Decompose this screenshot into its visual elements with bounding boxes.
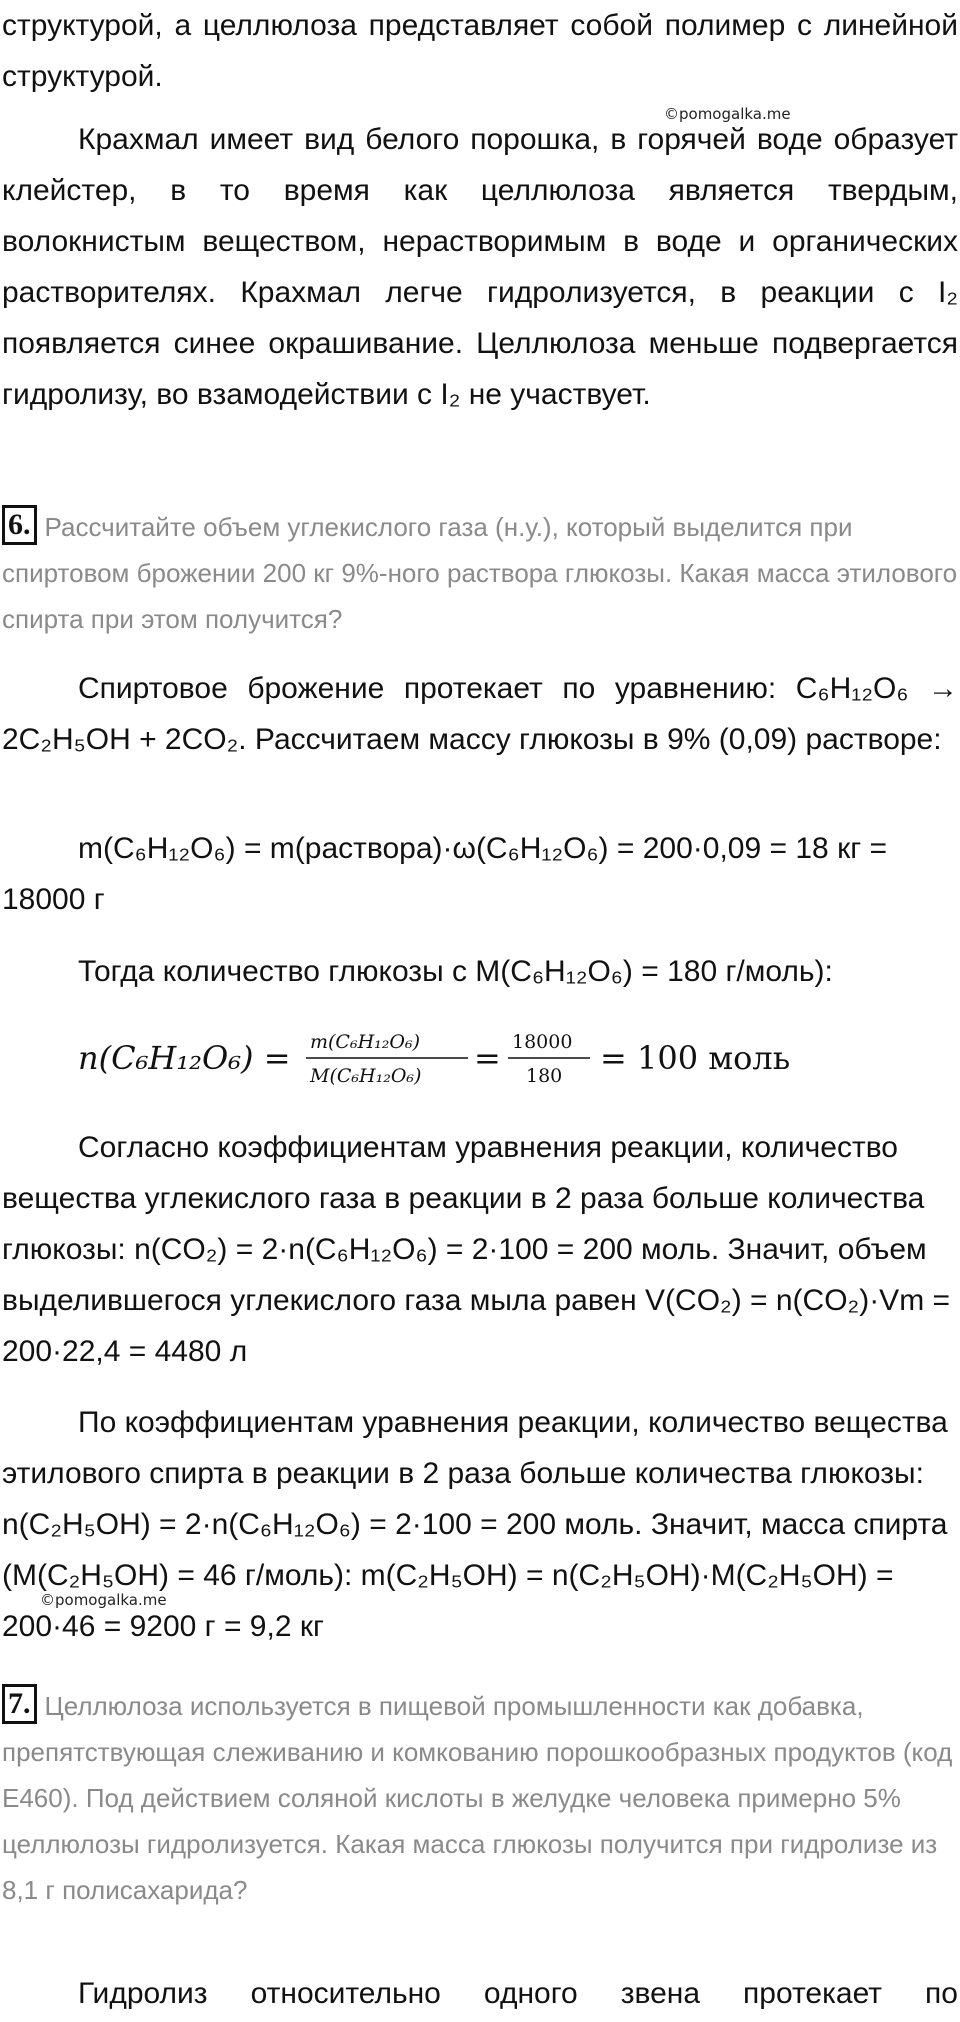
solution-6-co2: Согласно коэффициентам уравнения реакции, количество вещества углекислого газа в реакции в 2 раза больше количества глюкозы: n(CO₂) = 2·n(C₆H₁₂O₆) = 2·100 = 200 моль. Значит, объем выделившегося углекислого газа мыла равен V(CO₂) = n(CO₂)·Vm = 200·22,4 = 4480 л [2,1131,951,1368]
solution-6-ethanol: По коэффициентам уравнения реакции, количество вещества этилового спирта в реакции в 2 раза больше количества глюкозы: n(C₂H₅OH) = 2·n(C₆H₁₂O₆) = 2·100 = 200 моль. Значит, масса спирта (M(C₂H₅OH) = 46 г/моль): m(C₂H₅OH) = n(C₂H₅OH)·M(C₂H₅OH) = 200·46 = 9200 г = 9,2 кг [2,1406,948,1643]
paragraph-cellulose-structure: структурой, а целлюлоза представляет собой полимер с линейной структурой. [2,9,958,93]
formula-lhs: n(C₆H₁₂O₆) = [78,1039,291,1077]
watermark-top: ©pomogalka.me [664,105,791,123]
task-7-number: 7. [2,1684,37,1724]
task-6-question-text: Рассчитайте объем углекислого газа (н.у.), который выделится при спиртовом брожении 200 кг 9%-ного раствора глюкозы. Какая масса этилового спирта при этом получится? [2,512,958,634]
solution-6-equation: Спиртовое брожение протекает по уравнению: C₆H₁₂O₆ → 2C₂H₅OH + 2CO₂. Рассчитаем массу глюкозы в 9% (0,09) растворе: [2,672,958,756]
task-7-question-text: Целлюлоза используется в пищевой промышленности как добавка, препятствующая слеживанию и комкованию порошкообразных продуктов (код Е460). Под действием соляной кислоты в желудке человека примерно 5% целлюлозы гидролизуется. Какая масса глюкозы получится при гидролизе из 8,1 г полисахарида? [2,1691,953,1905]
formula-numerator-2: 18000 [512,1031,573,1053]
task-6-question [2,504,958,642]
formula-denominator-2: 180 [526,1065,563,1087]
task-6-number: 6. [2,505,37,545]
solution-7-start: Гидролиз относительно одного звена протекает по [78,1977,958,2010]
task-7-question [2,1683,958,1913]
paragraph-starch-vs-cellulose: Крахмал имеет вид белого порошка, в горячей воде образует клейстер, в то время как целлюлоза является твердым, волокнистым веществом, нерастворимым в воде и органических растворителях. Крахмал легче гидролизуется, в реакции с I₂ появляется синее окрашивание. Целлюлоза меньше подвергается гидролизу, во взамодействии с I₂ не участвует. [2,123,958,411]
solution-6-glucose-mass: m(C₆H₁₂O₆) = m(раствора)·ω(C₆H₁₂O₆) = 200·0,09 = 18 кг = 18000 г [2,832,887,916]
formula-rhs: = 100 моль [600,1039,791,1077]
watermark-bottom: ©pomogalka.me [40,1591,167,1609]
formula-denominator: M(C₆H₁₂O₆) [310,1065,422,1087]
glucose-amount-formula [78,1018,958,1098]
formula-equals: = [474,1039,501,1077]
formula-numerator: m(C₆H₁₂O₆) [310,1031,420,1053]
solution-6-glucose-amount-intro: Тогда количество глюкозы с M(C₆H₁₂O₆) = 180 г/моль): [78,955,833,988]
